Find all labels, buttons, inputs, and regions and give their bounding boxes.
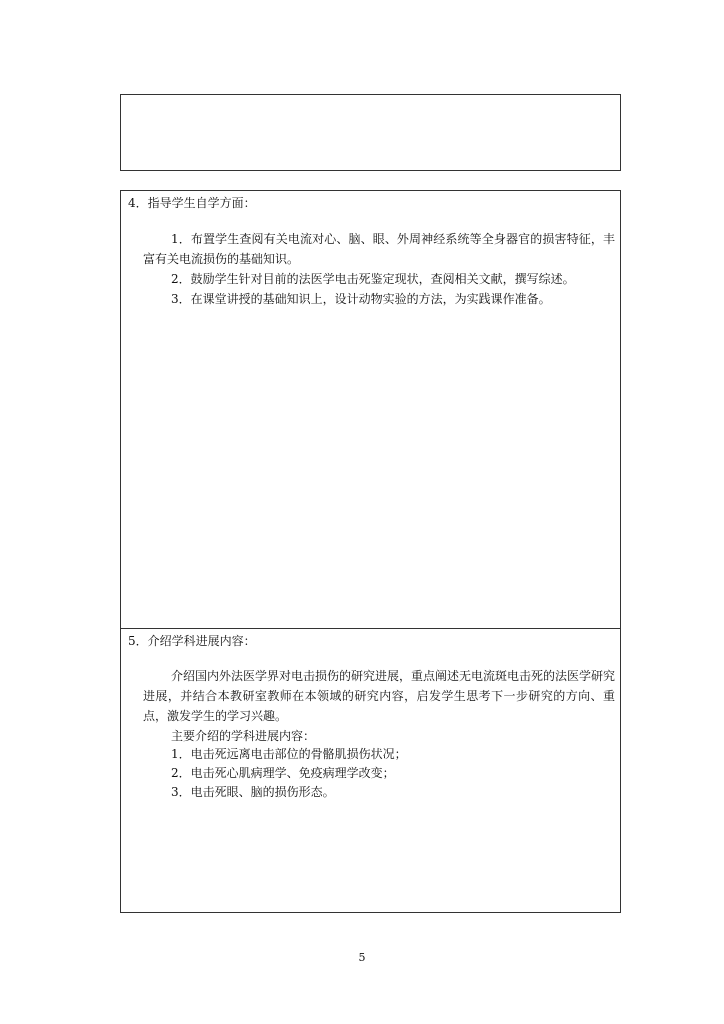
discipline-progress-cell bbox=[120, 628, 621, 913]
empty-table-cell bbox=[120, 94, 621, 171]
section-4-title: 4．指导学生自学方面： bbox=[128, 196, 256, 210]
section-5-item-2: 2．电击死心肌病理学、免疫病理学改变； bbox=[171, 766, 395, 780]
section-5-subheading: 主要介绍的学科进展内容： bbox=[171, 729, 316, 743]
section-4-item-2: 2．鼓励学生针对目前的法医学电击死鉴定现状，查阅相关文献，撰写综述。 bbox=[171, 272, 575, 286]
section-5-item-1: 1．电击死远离电击部位的骨骼肌损伤状况； bbox=[171, 747, 407, 761]
section-4-item-3: 3．在课堂讲授的基础知识上，设计动物实验的方法，为实践课作准备。 bbox=[171, 292, 551, 306]
self-study-guidance-cell bbox=[120, 190, 621, 629]
section-5-item-3: 3．电击死眼、脑的损伤形态。 bbox=[171, 785, 335, 799]
section-5-intro: 介绍国内外法医学界对电击损伤的研究进展，重点阐述无电流斑电击死的法医学研究进展，并结合本教研室教师在本领域的研究内容，启发学生思考下一步研究的方向、重点，激发学生的学习兴趣。 bbox=[143, 669, 616, 723]
section-4-item-1: 1．布置学生查阅有关电流对心、脑、眼、外周神经系统等全身器官的损害特征，丰富有关电流损伤的基础知识。 bbox=[143, 232, 615, 266]
section-5-title: 5．介绍学科进展内容： bbox=[128, 634, 256, 648]
page-number: 5 bbox=[358, 951, 366, 964]
